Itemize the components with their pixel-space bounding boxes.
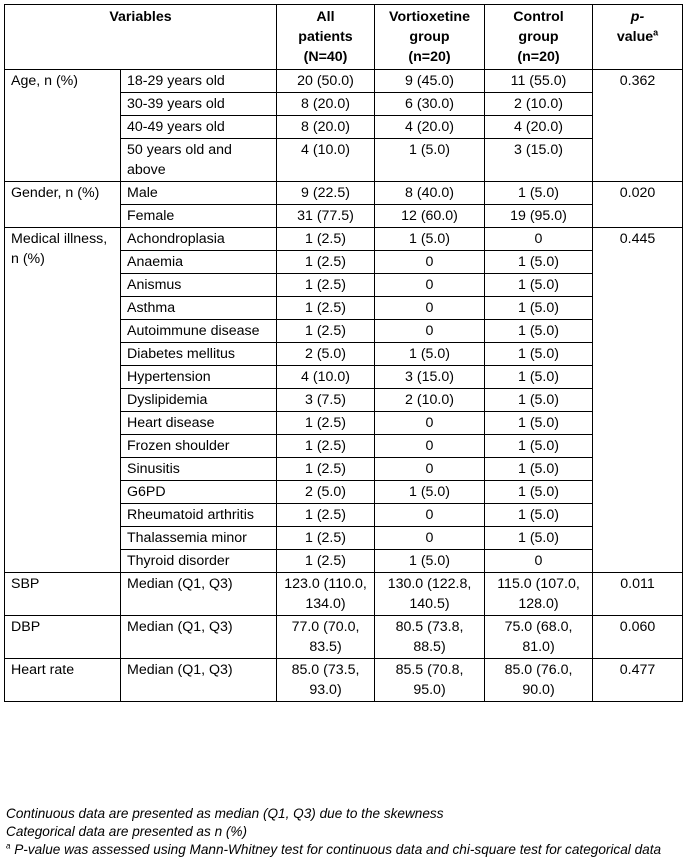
cell-vortioxetine: 0	[375, 504, 485, 527]
cell-control: 1 (5.0)	[485, 320, 593, 343]
cell-vortioxetine: 0	[375, 251, 485, 274]
cell-vortioxetine: 0	[375, 274, 485, 297]
cell-all-patients: 1 (2.5)	[277, 504, 375, 527]
cell-vortioxetine: 130.0 (122.8, 140.5)	[375, 573, 485, 616]
header-variables: Variables	[5, 5, 277, 70]
cell-all-patients: 3 (7.5)	[277, 389, 375, 412]
cell-control: 1 (5.0)	[485, 297, 593, 320]
cell-vortioxetine: 0	[375, 527, 485, 550]
cell-control: 1 (5.0)	[485, 274, 593, 297]
cell-vortioxetine: 9 (45.0)	[375, 70, 485, 93]
cell-all-patients: 8 (20.0)	[277, 93, 375, 116]
variable-category: Age, n (%)	[5, 70, 121, 182]
table-row	[5, 70, 683, 93]
cell-all-patients: 8 (20.0)	[277, 116, 375, 139]
cell-control: 1 (5.0)	[485, 389, 593, 412]
cell-control: 1 (5.0)	[485, 458, 593, 481]
cell-vortioxetine: 3 (15.0)	[375, 366, 485, 389]
cell-vortioxetine: 0	[375, 412, 485, 435]
cell-vortioxetine: 1 (5.0)	[375, 228, 485, 251]
cell-all-patients: 77.0 (70.0, 83.5)	[277, 616, 375, 659]
cell-all-patients: 1 (2.5)	[277, 228, 375, 251]
cell-vortioxetine: 0	[375, 297, 485, 320]
cell-vortioxetine: 0	[375, 435, 485, 458]
cell-control: 1 (5.0)	[485, 435, 593, 458]
variable-subcategory: Asthma	[121, 297, 277, 320]
variable-subcategory: G6PD	[121, 481, 277, 504]
cell-all-patients: 1 (2.5)	[277, 550, 375, 573]
cell-vortioxetine: 6 (30.0)	[375, 93, 485, 116]
variable-subcategory: 50 years old and above	[121, 139, 277, 182]
cell-p-value: 0.011	[593, 573, 683, 616]
table-footnotes	[6, 805, 682, 859]
cell-vortioxetine: 1 (5.0)	[375, 139, 485, 182]
table-row	[5, 659, 683, 702]
variable-subcategory: 18-29 years old	[121, 70, 277, 93]
cell-control: 0	[485, 550, 593, 573]
variable-category: SBP	[5, 573, 121, 616]
variable-subcategory: 40-49 years old	[121, 116, 277, 139]
cell-all-patients: 1 (2.5)	[277, 527, 375, 550]
cell-control: 19 (95.0)	[485, 205, 593, 228]
cell-p-value: 0.020	[593, 182, 683, 228]
footnote-p-value: $^a$ P-value was assessed using Mann-Whitney test for continuous data and chi-square test for categorical data	[6, 841, 662, 857]
cell-vortioxetine: 0	[375, 458, 485, 481]
cell-vortioxetine: 80.5 (73.8, 88.5)	[375, 616, 485, 659]
table-row	[5, 182, 683, 205]
variable-category: Heart rate	[5, 659, 121, 702]
cell-control: 0	[485, 228, 593, 251]
variable-subcategory: Female	[121, 205, 277, 228]
cell-all-patients: 2 (5.0)	[277, 343, 375, 366]
variable-category: Medical illness, n (%)	[5, 228, 121, 573]
cell-all-patients: 4 (10.0)	[277, 366, 375, 389]
cell-vortioxetine: 12 (60.0)	[375, 205, 485, 228]
footnote-categorical: Categorical data are presented as n (%)	[6, 824, 248, 839]
variable-subcategory: Frozen shoulder	[121, 435, 277, 458]
table-header	[5, 5, 683, 70]
variable-subcategory: Diabetes mellitus	[121, 343, 277, 366]
cell-control: 4 (20.0)	[485, 116, 593, 139]
variable-subcategory: Achondroplasia	[121, 228, 277, 251]
cell-all-patients: 4 (10.0)	[277, 139, 375, 182]
cell-p-value: 0.445	[593, 228, 683, 573]
cell-all-patients: 1 (2.5)	[277, 251, 375, 274]
variable-subcategory: Median (Q1, Q3)	[121, 616, 277, 659]
cell-all-patients: 1 (2.5)	[277, 297, 375, 320]
table-row	[5, 616, 683, 659]
table-body	[5, 70, 683, 702]
variable-subcategory: Anismus	[121, 274, 277, 297]
cell-control: 2 (10.0)	[485, 93, 593, 116]
cell-control: 1 (5.0)	[485, 481, 593, 504]
cell-all-patients: 123.0 (110.0, 134.0)	[277, 573, 375, 616]
cell-vortioxetine: 1 (5.0)	[375, 550, 485, 573]
cell-all-patients: 1 (2.5)	[277, 320, 375, 343]
variable-subcategory: Anaemia	[121, 251, 277, 274]
cell-p-value: 0.362	[593, 70, 683, 182]
cell-control: 11 (55.0)	[485, 70, 593, 93]
cell-vortioxetine: 1 (5.0)	[375, 343, 485, 366]
cell-all-patients: 1 (2.5)	[277, 435, 375, 458]
cell-p-value: 0.477	[593, 659, 683, 702]
cell-all-patients: 20 (50.0)	[277, 70, 375, 93]
cell-all-patients: 1 (2.5)	[277, 412, 375, 435]
cell-control: 1 (5.0)	[485, 366, 593, 389]
variable-subcategory: Thyroid disorder	[121, 550, 277, 573]
variable-subcategory: Heart disease	[121, 412, 277, 435]
cell-control: 85.0 (76.0, 90.0)	[485, 659, 593, 702]
cell-control: 1 (5.0)	[485, 343, 593, 366]
cell-all-patients: 1 (2.5)	[277, 458, 375, 481]
header-all-patients: All patients (N=40)	[277, 5, 375, 70]
variable-subcategory: 30-39 years old	[121, 93, 277, 116]
variable-category: DBP	[5, 616, 121, 659]
variable-subcategory: Male	[121, 182, 277, 205]
baseline-characteristics-table	[4, 4, 683, 702]
variable-subcategory: Rheumatoid arthritis	[121, 504, 277, 527]
header-control-group: Control group (n=20)	[485, 5, 593, 70]
cell-control: 1 (5.0)	[485, 504, 593, 527]
header-p-value: p- value$^a$	[593, 5, 683, 70]
cell-control: 1 (5.0)	[485, 412, 593, 435]
cell-vortioxetine: 1 (5.0)	[375, 481, 485, 504]
header-vortioxetine-group: Vortioxetine group (n=20)	[375, 5, 485, 70]
cell-control: 1 (5.0)	[485, 527, 593, 550]
cell-all-patients: 9 (22.5)	[277, 182, 375, 205]
cell-control: 3 (15.0)	[485, 139, 593, 182]
cell-p-value: 0.060	[593, 616, 683, 659]
variable-subcategory: Dyslipidemia	[121, 389, 277, 412]
cell-vortioxetine: 85.5 (70.8, 95.0)	[375, 659, 485, 702]
cell-vortioxetine: 4 (20.0)	[375, 116, 485, 139]
cell-control: 75.0 (68.0, 81.0)	[485, 616, 593, 659]
cell-vortioxetine: 2 (10.0)	[375, 389, 485, 412]
cell-all-patients: 85.0 (73.5, 93.0)	[277, 659, 375, 702]
table-row	[5, 228, 683, 251]
variable-subcategory: Median (Q1, Q3)	[121, 573, 277, 616]
variable-subcategory: Hypertension	[121, 366, 277, 389]
footnote-continuous: Continuous data are presented as median (Q1, Q3) due to the skewness	[6, 806, 444, 821]
table-row	[5, 573, 683, 616]
cell-control: 115.0 (107.0, 128.0)	[485, 573, 593, 616]
variable-subcategory: Median (Q1, Q3)	[121, 659, 277, 702]
cell-all-patients: 2 (5.0)	[277, 481, 375, 504]
variable-category: Gender, n (%)	[5, 182, 121, 228]
cell-all-patients: 31 (77.5)	[277, 205, 375, 228]
variable-subcategory: Sinusitis	[121, 458, 277, 481]
cell-all-patients: 1 (2.5)	[277, 274, 375, 297]
variable-subcategory: Thalassemia minor	[121, 527, 277, 550]
cell-vortioxetine: 0	[375, 320, 485, 343]
cell-control: 1 (5.0)	[485, 251, 593, 274]
cell-control: 1 (5.0)	[485, 182, 593, 205]
variable-subcategory: Autoimmune disease	[121, 320, 277, 343]
cell-vortioxetine: 8 (40.0)	[375, 182, 485, 205]
